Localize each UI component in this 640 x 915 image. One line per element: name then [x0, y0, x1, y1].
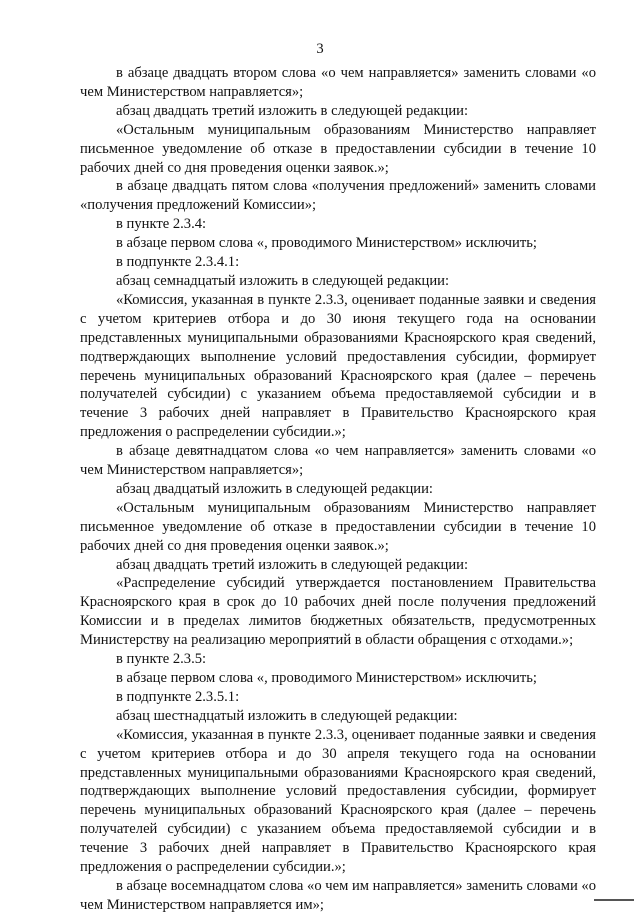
paragraph: «Комиссия, указанная в пункте 2.3.3, оценивает поданные заявки и сведения с учетом критериев отбора и до 30 июня текущего года на основании представленных муниципальными образованиями Красноярского края сведений, подтверждающих выполнение условий предоставления субсидии, формирует перечень муниципальных образований Красноярского края (далее – перечень получателей субсидии) с указанием объема предоставляемой субсидии и в течение 3 рабочих дней направляет в Правительство Красноярского края предложения о распределении субсидии.»; [80, 291, 596, 441]
paragraph: в абзаце восемнадцатом слова «о чем им направляется» заменить словами «о чем Министерством направляется им»; [80, 877, 596, 913]
paragraph: в пункте 2.3.4: [116, 216, 207, 233]
paragraph: в подпункте 2.3.4.1: [116, 254, 240, 271]
paragraph: в абзаце первом слова «, проводимого Министерством» исключить; [116, 235, 537, 252]
paragraph: «Распределение субсидий утверждается постановлением Правительства Красноярского края в срок до 10 рабочих дней после получения предложений Комиссии и в пределах лимитов бюджетных обязательств, предусмотренных Министерству на реализацию мероприятий в области обращения с отходами.»; [80, 575, 596, 649]
paragraph: в абзаце двадцать втором слова «о чем направляется» заменить словами «о чем Министерством направляется»; [80, 65, 596, 100]
paragraph: в подпункте 2.3.5.1: [116, 688, 240, 705]
paragraph: абзац семнадцатый изложить в следующей редакции: [116, 272, 450, 289]
paragraph: в абзаце девятнадцатом слова «о чем направляется» заменить словами «о чем Министерством направляется»; [80, 443, 596, 479]
paragraph: абзац двадцатый изложить в следующей редакции: [116, 480, 433, 497]
paragraph: абзац двадцать третий изложить в следующей редакции: [116, 102, 469, 119]
document-body [80, 64, 596, 915]
paragraph: абзац шестнадцатый изложить в следующей редакции: [116, 707, 458, 724]
paragraph: в абзаце двадцать пятом слова «получения предложений» заменить словами «получения предложений Комиссии»; [80, 178, 596, 214]
scan-edge-mark [594, 899, 634, 901]
paragraph: абзац двадцать третий изложить в следующей редакции: [116, 556, 469, 573]
paragraph: «Остальным муниципальным образованиям Министерство направляет письменное уведомление об отказе в предоставлении субсидии в течение 10 рабочих дней со дня проведения оценки заявок.»; [80, 121, 596, 176]
paragraph: в пункте 2.3.5: [116, 651, 207, 668]
paragraph: в абзаце первом слова «, проводимого Министерством» исключить; [116, 670, 537, 686]
paragraph: «Остальным муниципальным образованиям Министерство направляет письменное уведомление об отказе в предоставлении субсидии в течение 10 рабочих дней со дня проведения оценки заявок.»; [80, 499, 596, 554]
paragraph: «Комиссия, указанная в пункте 2.3.3, оценивает поданные заявки и сведения с учетом критериев отбора и до 30 апреля текущего года на основании представленных муниципальными образованиями Красноярского края сведений, подтверждающих выполнение условий предоставления субсидии, формирует перечень муниципальных образований Красноярского края (далее – перечень получателей субсидии) с указанием объема предоставляемой субсидии и в течение 3 рабочих дней направляет в Правительство Красноярского края предложения о распределении субсидии.»; [80, 726, 596, 876]
page-number: 3 [316, 41, 324, 57]
